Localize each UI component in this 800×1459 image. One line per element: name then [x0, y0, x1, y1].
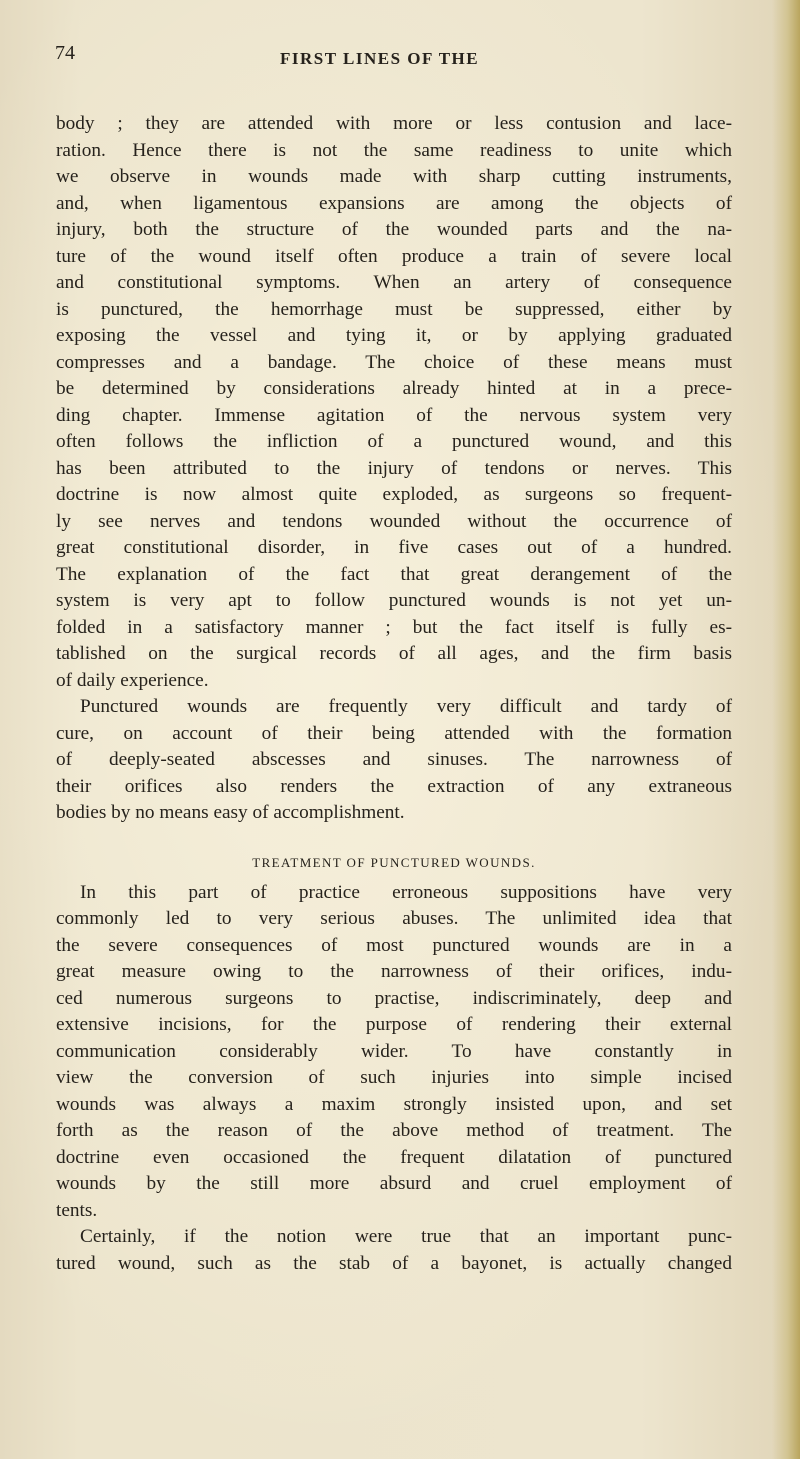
text-line: great constitutional disorder, in five cases out of a hundred.: [56, 537, 732, 558]
page-number: 74: [55, 42, 75, 64]
text-line: In this part of practice erroneous suppositions have very: [80, 881, 732, 903]
paragraph-3: [56, 880, 732, 1225]
text-line: extensive incisions, for the purpose of rendering their external: [56, 1014, 732, 1035]
text-line: Punctured wounds are frequently very difficult and tardy of: [80, 696, 732, 717]
text-line: their orifices also renders the extraction of any extraneous: [56, 775, 732, 797]
text-line: wounds by the still more absurd and cruel employment of: [56, 1173, 732, 1194]
running-title: FIRST LINES OF THE: [280, 49, 480, 68]
page-edge-shadow: [772, 0, 800, 1459]
text-line: communication considerably wider. To have constantly in: [56, 1040, 732, 1062]
text-line: often follows the infliction of a punctured wound, and this: [56, 431, 732, 452]
text-line: ture of the wound itself often produce a train of severe local: [56, 245, 732, 267]
text-line: and constitutional symptoms. When an artery of consequence: [56, 272, 732, 293]
text-line: is punctured, the hemorrhage must be suppressed, either by: [56, 298, 732, 320]
text-line: has been attributed to the injury of tendons or nerves. This: [56, 457, 732, 479]
section-heading: TREATMENT OF PUNCTURED WOUNDS.: [252, 854, 536, 870]
text-line: ding chapter. Immense agitation of the nervous system very: [56, 404, 732, 426]
text-line: compresses and a bandage. The choice of these means must: [56, 351, 732, 373]
text-line: the severe consequences of most punctured wounds are in a: [56, 934, 732, 956]
text-line: tured wound, such as the stab of a bayonet, is actually changed: [56, 1252, 732, 1274]
running-head: [55, 42, 745, 82]
text-line: doctrine is now almost quite exploded, as surgeons so frequent-: [56, 484, 732, 505]
text-line: great measure owing to the narrowness of their orifices, indu-: [56, 961, 732, 982]
text-line: folded in a satisfactory manner ; but the fact itself is fully es-: [56, 616, 732, 638]
text-line: Certainly, if the notion were true that an important punc-: [80, 1226, 732, 1247]
text-line: doctrine even occasioned the frequent dilatation of punctured: [56, 1146, 732, 1168]
text-line: The explanation of the fact that great derangement of the: [56, 563, 732, 585]
text-line: ration. Hence there is not the same readiness to unite which: [56, 139, 732, 161]
text-line: be determined by considerations already hinted at in a prece-: [56, 378, 732, 399]
text-line: we observe in wounds made with sharp cutting instruments,: [56, 166, 732, 187]
paragraph-2: [56, 694, 732, 827]
paragraph-1: [56, 111, 732, 694]
text-line: ced numerous surgeons to practise, indiscriminately, deep and: [56, 987, 732, 1009]
text-line: system is very apt to follow punctured wounds is not yet un-: [56, 590, 732, 611]
text-line: view the conversion of such injuries into simple incised: [56, 1067, 732, 1088]
text-line: exposing the vessel and tying it, or by applying graduated: [56, 325, 732, 346]
text-line: tablished on the surgical records of all ages, and the firm basis: [56, 643, 732, 664]
text-line: tents.: [56, 1199, 98, 1221]
text-line: bodies by no means easy of accomplishment.: [56, 802, 405, 823]
text-line: body ; they are attended with more or less contusion and lace-: [56, 113, 732, 134]
text-line: and, when ligamentous expansions are among the objects of: [56, 192, 732, 214]
text-line: forth as the reason of the above method of treatment. The: [56, 1120, 732, 1141]
text-line: wounds was always a maxim strongly insisted upon, and set: [56, 1093, 732, 1115]
body-text: [56, 111, 732, 1277]
paragraph-4: [56, 1224, 732, 1277]
text-line: of daily experience.: [56, 669, 209, 691]
text-line: ly see nerves and tendons wounded without the occurrence of: [56, 510, 732, 532]
text-line: injury, both the structure of the wounded parts and the na-: [56, 219, 732, 240]
text-line: of deeply-seated abscesses and sinuses. The narrowness of: [56, 749, 732, 770]
text-line: cure, on account of their being attended with the formation: [56, 722, 732, 744]
text-line: commonly led to very serious abuses. The unlimited idea that: [56, 908, 732, 929]
